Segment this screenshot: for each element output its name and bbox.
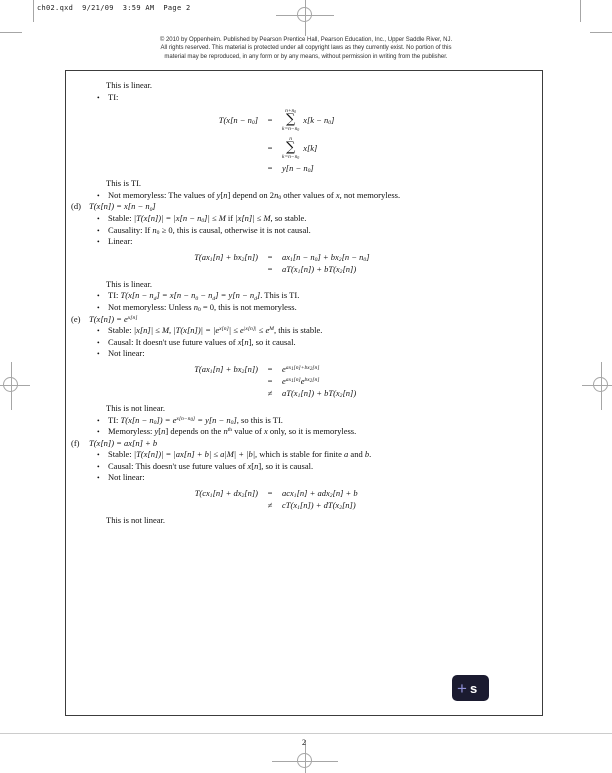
bullet-item-not-linear [97, 348, 542, 360]
bullet-icon: • [97, 213, 100, 223]
equation-lhs: $T(ax_1[n] + bx_2[n])$ [194, 363, 258, 376]
bullet-text: Not linear: [108, 472, 145, 483]
bullet-icon: • [97, 349, 100, 359]
equation-lhs: $T(x[n - n_0]$ [218, 115, 258, 127]
bullet-item-ti [97, 415, 542, 427]
bullet-item-stable [97, 213, 542, 225]
bullet-item-stable [97, 325, 542, 337]
bullet-text: Causal: This doesn't use future values of x[n], so it is causal. [108, 460, 314, 471]
equation-row [66, 134, 542, 162]
bullet-item-ti [97, 290, 542, 302]
copyright-line: © 2010 by Oppenheim. Published by Pearson Prentice Hall, Pearson Education, Inc., Upper Saddle River, NJ. [159, 37, 453, 43]
bullet-text: Causal: It doesn't use future values of x[n], so it causal. [108, 336, 296, 347]
equation-rhs: x[k] [303, 143, 318, 154]
equation-row [66, 487, 542, 499]
note-line: This is TI. [106, 178, 142, 189]
crop-mark-top-right-horizontal [590, 32, 612, 33]
sigma-icon: ∑ [285, 140, 296, 156]
equation-rhs: $e^{ax_1[n]}e^{bx_2[n]}$ [282, 375, 320, 386]
bullet-icon: • [97, 450, 100, 460]
part-d-heading [71, 201, 542, 213]
equation-block-f [66, 487, 542, 511]
equation-rhs: $cT(x_1[n]) + dT(x_2[n])$ [282, 500, 356, 512]
note-line: This is not linear. [106, 402, 166, 413]
bullet-item-ti [97, 92, 542, 104]
solution-content-box [65, 70, 543, 716]
note-line: This is not linear. [106, 515, 166, 526]
note-line: This is linear. [106, 80, 153, 90]
bullet-item-causal [97, 225, 542, 237]
copyright-line: material may be reproduced, in any form or by any means, without permission in writing from the publisher. [164, 53, 448, 60]
part-statement: T(x[n]) = ax[n] + b [89, 437, 158, 448]
overlay-label: s [469, 680, 478, 696]
bullet-item-not-linear [97, 472, 542, 484]
equation-row [66, 363, 542, 375]
crop-mark-top-left-horizontal [0, 32, 22, 33]
equation-row [66, 499, 542, 511]
equation-row [66, 251, 542, 263]
bullet-icon: • [97, 326, 100, 336]
bullet-icon: • [97, 337, 100, 347]
equation-row [66, 375, 542, 387]
bullet-item-memoryless [97, 190, 542, 202]
bullet-text: TI: $T(x[n - n_0]) = e^{x[n-n_0]} = y[n - n_0]$, so this is TI. [108, 414, 283, 426]
sum-lower-limit: $k=n-n_0$ [282, 154, 300, 161]
sigma-icon: ∑ [285, 112, 296, 128]
bullet-text: Not linear: [108, 348, 145, 359]
equation-relation: = [267, 488, 273, 499]
equation-rhs: acx$_1$[n] + adx$_2$[n] + b [282, 488, 358, 500]
equation-relation: ≠ [267, 387, 273, 398]
part-label: (f) [71, 437, 80, 448]
bullet-text: Stable: |x[n]| ≤ M, $|T(x[n])| = |e^{x[n]}| \le e^{|x[n]|} \le e^M$, this is stable. [108, 325, 323, 336]
bullet-icon: • [97, 291, 100, 301]
crop-mark-top-right-vertical [580, 0, 581, 22]
bullet-icon: • [97, 473, 100, 483]
bullet-text: Linear: [108, 236, 133, 247]
crop-mark-top-left-vertical [33, 0, 34, 22]
bullet-text: Not memoryless: Unless $n_0 = 0$, this is not memoryless. [108, 301, 297, 314]
bullet-item-causal [97, 461, 542, 473]
bullet-text: Stable: $|T(x[n])| = |x[n - n_0]| \le M$ if |x[n]| ≤ M, so stable. [108, 212, 307, 225]
sum-upper-limit: n [289, 135, 292, 142]
equation-relation: = [267, 263, 273, 274]
equation-row [66, 106, 542, 134]
bullet-icon: • [97, 190, 100, 200]
sum-upper-limit: $n+n_0$ [285, 107, 297, 114]
equation-block-d [66, 251, 542, 275]
equation-relation: = [267, 115, 273, 126]
bullet-text: Not memoryless: The values of y[n] depend on $2n_0$ other values of x, not memoryless. [108, 189, 401, 201]
equation-row [66, 162, 542, 174]
equation-relation: = [267, 163, 273, 174]
bullet-text: Memoryless: y[n] depends on the $n^{th}$ value of x only, so it is memoryless. [108, 426, 357, 437]
equation-relation: = [267, 375, 273, 386]
bullet-text: Stable: |T(x[n])| = |ax[n] + b| ≤ a|M| + |b|, which is stable for finite a and b. [108, 449, 372, 460]
bottom-rule-line [0, 733, 612, 734]
bullet-text: TI: [108, 91, 119, 102]
file-header-slug: ch02.qxd 9/21/09 3:59 AM Page 2 [37, 4, 191, 12]
bullet-item-memoryless [97, 302, 542, 314]
equation-rhs: $e^{ax_1[n]+bx_2[n]}$ [282, 363, 320, 374]
part-f-heading [71, 438, 542, 450]
equation-lhs: $T(ax_1[n] + bx_2[n])$ [194, 251, 258, 263]
part-label: (d) [71, 201, 81, 212]
part-label: (e) [71, 313, 81, 324]
equation-rhs: $y[n - n_0]$ [282, 163, 314, 175]
equation-rhs: $aT(x_1[n]) + bT(x_2[n])$ [282, 387, 357, 400]
equation-relation: = [267, 143, 273, 154]
bullet-icon: • [97, 461, 100, 471]
page-number: 2 [302, 738, 306, 747]
part-e-heading [71, 314, 542, 326]
plus-icon: + [457, 678, 467, 698]
equation-block-intro [66, 106, 542, 174]
bullet-icon: • [97, 225, 100, 235]
bullet-text: TI: $T(x[n - n_d] = x[n - n_0 - n_d] = y[n - n_d]$. This is TI. [108, 290, 300, 302]
overlay-extension-button[interactable] [452, 675, 489, 701]
equation-row [66, 263, 542, 275]
equation-rhs: $x[k - n_0]$ [303, 115, 335, 127]
equation-relation: = [267, 363, 273, 374]
note-line: This is linear. [106, 278, 153, 289]
bullet-item-linear [97, 236, 542, 248]
bullet-icon: • [97, 427, 100, 437]
equation-relation: = [267, 251, 273, 262]
equation-block-e [66, 363, 542, 399]
bullet-icon: • [97, 92, 100, 102]
bullet-text: Causality: If $n_0 \ge 0$, this is causal, otherwise it is not causal. [108, 224, 311, 236]
equation-rhs: $ax_1[n - n_0] + bx_2[n - n_0]$ [282, 251, 370, 263]
equation-relation: ≠ [267, 500, 273, 511]
bullet-item-memoryless [97, 426, 542, 438]
summation-symbol [282, 136, 299, 160]
copyright-line: All rights reserved. This material is protected under all copyright laws as they currently exist. No portion of this [160, 45, 452, 52]
bullet-item-stable [97, 449, 542, 461]
sum-lower-limit: $k=n-n_0$ [282, 126, 300, 133]
part-statement: $T(x[n]) = e^{x[n]}$ [89, 313, 138, 324]
summation-symbol [282, 108, 299, 132]
bullet-icon: • [97, 302, 100, 312]
equation-rhs: $aT(x_1[n]) + bT(x_2[n])$ [282, 263, 357, 275]
equation-row [66, 387, 542, 399]
bullet-icon: • [97, 415, 100, 425]
equation-lhs: $T(cx_1[n] + dx_2[n])$ [194, 488, 258, 500]
copyright-notice [0, 36, 612, 61]
bullet-item-causal [97, 337, 542, 349]
part-statement: $T(x[n]) = x[n - n_0]$ [89, 201, 156, 213]
bullet-icon: • [97, 237, 100, 247]
